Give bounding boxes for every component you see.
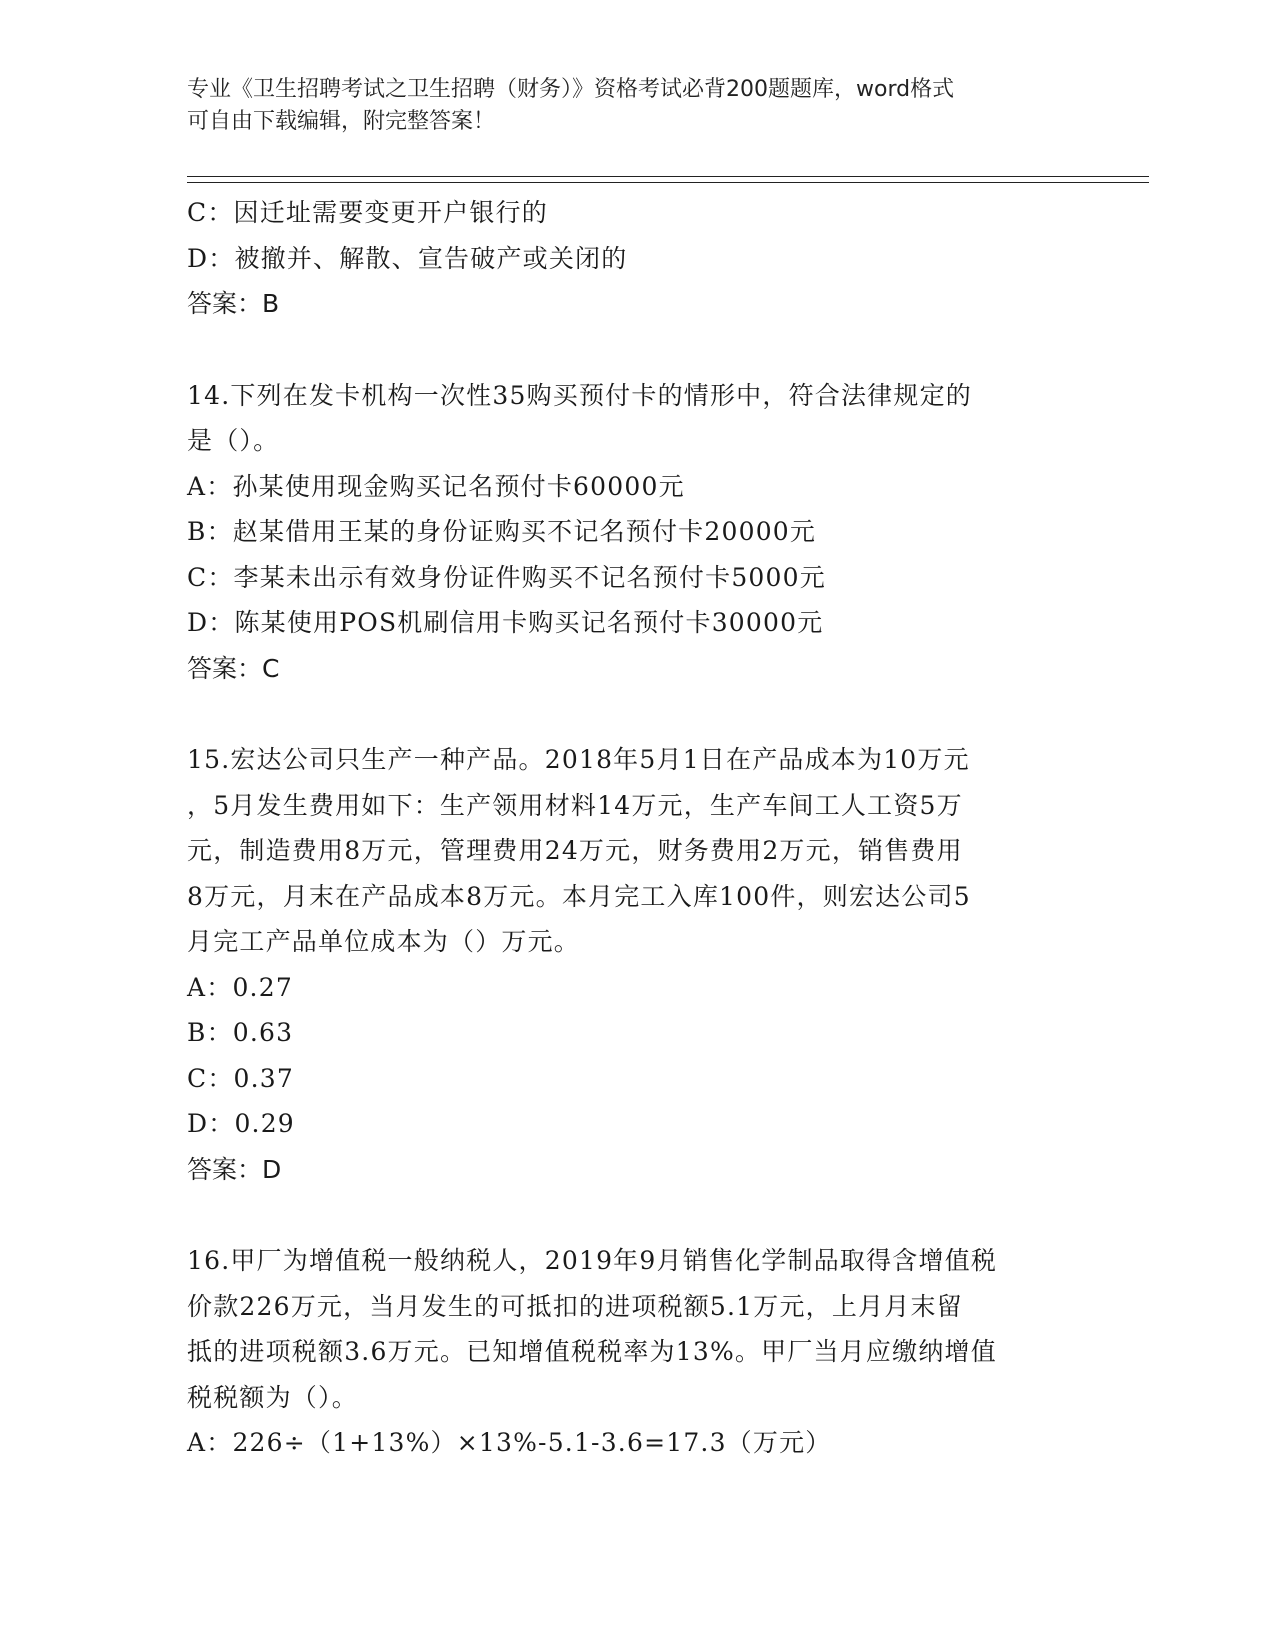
question-stem-line: 8万元，月末在产品成本8万元。本月完工入库100件，则宏达公司5 [187,881,971,911]
option-b: B：0.63 [187,1018,294,1047]
question-stem-line: 是（）。 [187,426,280,455]
question-stem-line: 价款226万元，当月发生的可抵扣的进项税额5.1万元，上月月末留 [187,1291,963,1321]
question-stem-line: 15.宏达公司只生产一种产品。2018年5月1日在产品成本为10万元 [187,745,970,774]
question-spacer [187,327,1087,373]
question-stem-line: 月完工产品单位成本为（）万元。 [187,927,581,956]
option-c: C：李某未出示有效身份证件购买不记名预付卡5000元 [187,562,826,592]
option-c: C：0.37 [187,1063,294,1093]
question-stem-line: 税税额为（）。 [187,1382,358,1412]
question-content [187,190,1087,1466]
option-c: C：因迁址需要变更开户银行的 [187,198,548,227]
header-line-1: 专业《卫生招聘考试之卫生招聘（财务）》资格考试必背200题题库，word格式 [187,77,955,102]
question-stem-line: 抵的进项税额3.6万元。已知增值税税率为13%。甲厂当月应缴纳增值 [187,1337,997,1366]
question-stem-line: 16.甲厂为增值税一般纳税人，2019年9月销售化学制品取得含增值税 [187,1246,998,1275]
option-a: A：0.27 [187,972,293,1002]
header-line-2: 可自由下载编辑，附完整答案！ [187,109,496,134]
question-spacer [187,691,1087,737]
option-b: B：赵某借用王某的身份证购买不记名预付卡20000元 [187,517,817,546]
question-15 [187,737,1087,1192]
option-d: D：被撤并、解散、宣告破产或关闭的 [187,243,628,273]
answer-line: 答案：B [187,289,280,318]
option-d: D：0.29 [187,1109,295,1138]
option-a: A：226÷（1+13%）×13%-5.1-3.6=17.3（万元） [187,1428,832,1457]
question-16 [187,1238,1087,1466]
question-spacer [187,1192,1087,1238]
document-header [187,74,1087,138]
option-a: A：孙某使用现金购买记名预付卡60000元 [187,471,685,501]
option-d: D：陈某使用POS机刷信用卡购买记名预付卡30000元 [187,608,824,637]
answer-line: 答案：D [187,1154,282,1184]
question-14 [187,373,1087,692]
header-divider [187,176,1149,183]
question-stem-line: 元，制造费用8万元，管理费用24万元，财务费用2万元，销售费用 [187,836,963,865]
question-stem-line: ，5月发生费用如下：生产领用材料14万元，生产车间工人工资5万 [187,790,963,820]
question-stem-line: 14.下列在发卡机构一次性35购买预付卡的情形中，符合法律规定的 [187,380,972,410]
answer-line: 答案：C [187,653,280,683]
previous-question [187,190,1087,327]
